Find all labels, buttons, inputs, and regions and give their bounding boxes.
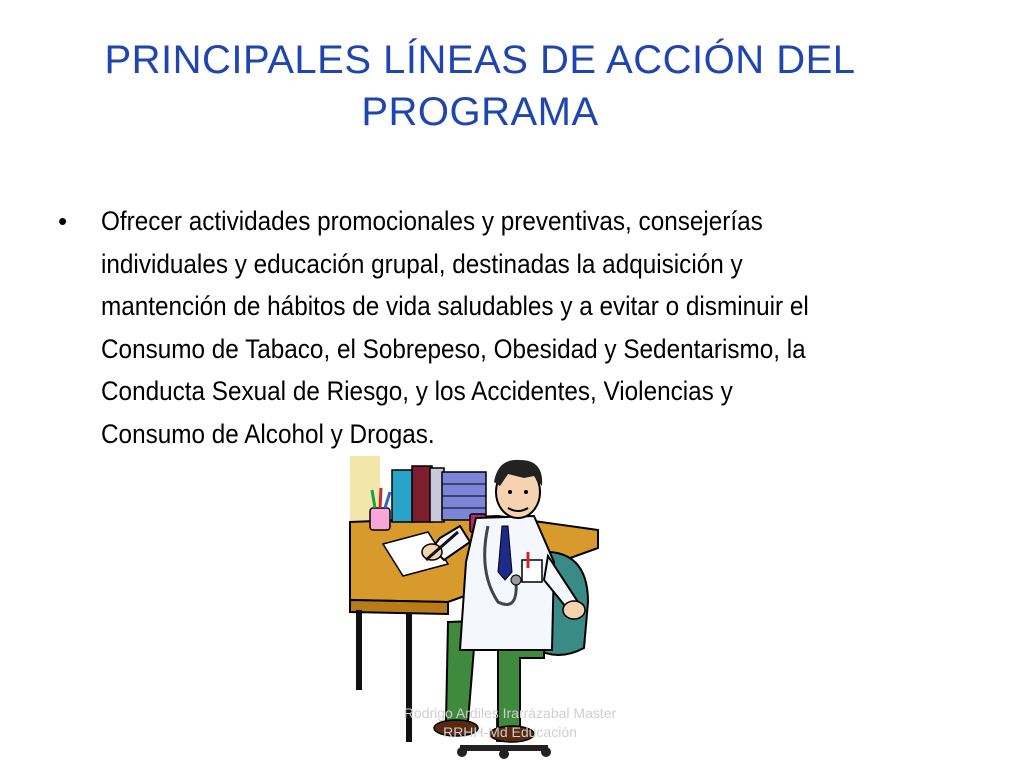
coat-pocket bbox=[522, 560, 542, 582]
bullet-line: individuales y educación grupal, destinadas la adquisición y bbox=[101, 248, 743, 279]
title-line-2: PROGRAMA bbox=[361, 90, 599, 134]
desk-edge bbox=[350, 600, 448, 614]
title-line-1: PRINCIPALES LÍNEAS DE ACCIÓN DEL bbox=[104, 38, 856, 82]
slide-title bbox=[60, 34, 900, 138]
footer-line-2: RRHH-Md Educación bbox=[443, 724, 577, 740]
hand bbox=[563, 601, 585, 619]
bullet-line: Conducta Sexual de Riesgo, y los Accidentes, Violencias y bbox=[101, 376, 733, 406]
bullet-line: mantención de hábitos de vida saludables y a evitar o disminuir el bbox=[101, 291, 809, 321]
footer-line-1: Rodrigo Ardiles Irarrázabal Master bbox=[403, 705, 617, 721]
bullet-text bbox=[101, 200, 872, 455]
bullet-line: Consumo de Alcohol y Drogas. bbox=[101, 418, 435, 449]
bullet-marker: • bbox=[58, 206, 68, 236]
bullet-item bbox=[58, 200, 958, 455]
bullet-line: Ofrecer actividades promocionales y preventivas, consejerías bbox=[101, 206, 763, 236]
bullet-line: Consumo de Tabaco, el Sobrepeso, Obesidad y Sedentarismo, la bbox=[101, 333, 806, 364]
book bbox=[412, 466, 432, 522]
desk-leg bbox=[356, 610, 362, 690]
hand bbox=[422, 544, 442, 560]
book bbox=[392, 470, 414, 522]
pen-cup bbox=[370, 508, 390, 530]
footer-credit bbox=[360, 704, 660, 742]
